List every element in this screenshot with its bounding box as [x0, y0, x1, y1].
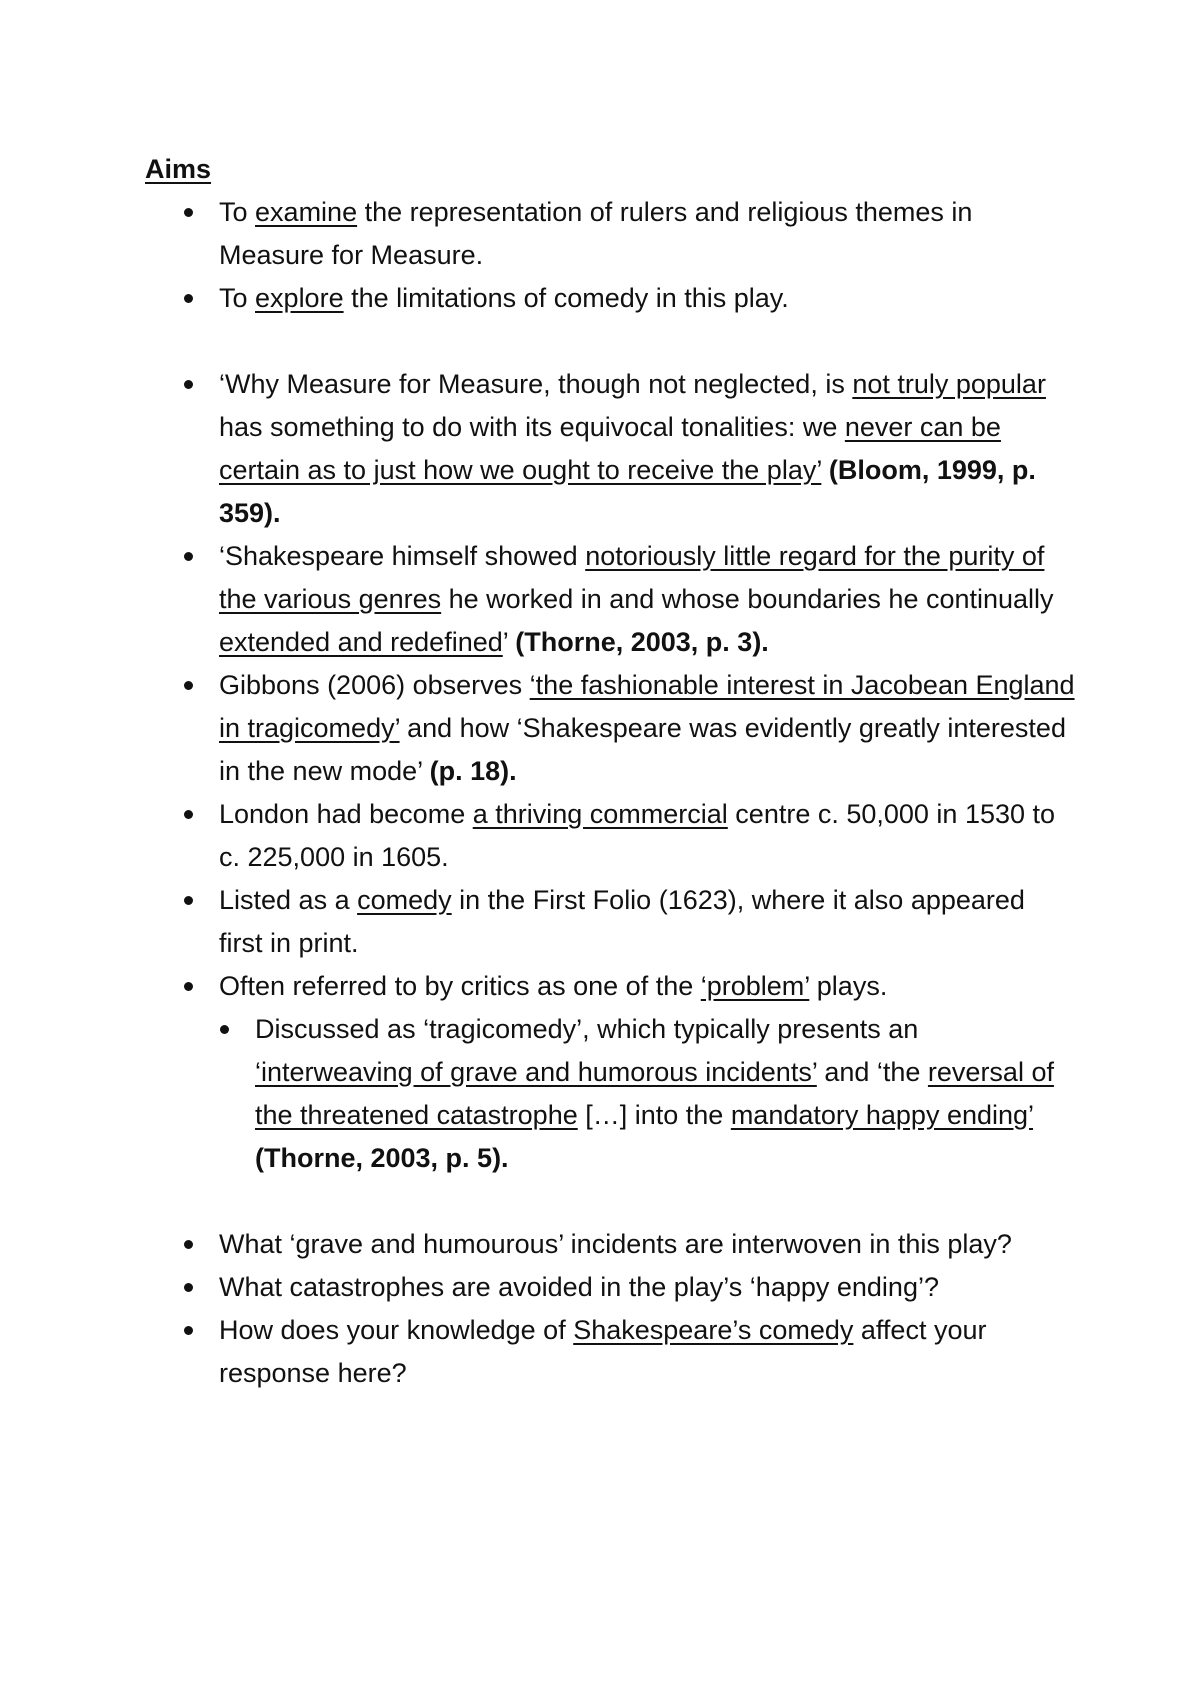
- text-segment: […] into the: [577, 1100, 731, 1130]
- bullet-icon: [184, 1240, 193, 1249]
- underlined-text: a thriving commercial: [472, 799, 728, 829]
- text-segment: in the First Folio (1623), where it also appeared first in print.: [219, 885, 1025, 958]
- text-segment: [821, 455, 829, 485]
- bullet-icon: [184, 1283, 193, 1292]
- bullet-icon: [184, 1326, 193, 1335]
- text-segment: Listed as a: [219, 885, 358, 915]
- text-segment: plays.: [809, 971, 888, 1001]
- citation-text: (Thorne, 2003, p. 3).: [515, 627, 769, 657]
- text-segment: To: [219, 283, 256, 313]
- citation-text: (p. 18).: [429, 756, 517, 786]
- text-segment: ’: [502, 627, 516, 657]
- bullet-icon: [220, 1025, 229, 1034]
- document-body: [145, 148, 1075, 1395]
- bullet-item: [145, 535, 1075, 664]
- underlined-text: reversal of the threatened catastrophe: [255, 1057, 1054, 1130]
- bullet-item: [145, 1266, 1075, 1309]
- underlined-text: never can be certain as to just how we ought to receive the play’: [219, 412, 1001, 485]
- bullet-item: [145, 664, 1075, 793]
- text-segment: London had become: [219, 799, 473, 829]
- underlined-text: ‘interweaving of grave and humorous incidents’: [255, 1057, 817, 1087]
- underlined-text: explore: [255, 283, 344, 313]
- bullet-item: [145, 191, 1075, 277]
- underlined-text: examine: [255, 197, 358, 227]
- bullet-item: [145, 965, 1075, 1008]
- underlined-text: comedy: [357, 885, 452, 915]
- text-segment: centre c. 50,000 in 1530 to c. 225,000 in 1605.: [219, 799, 1056, 872]
- bullet-item: [145, 277, 1075, 320]
- bullet-icon: [184, 810, 193, 819]
- bullet-icon: [184, 896, 193, 905]
- bullet-icon: [184, 294, 193, 303]
- text-segment: affect your response here?: [219, 1315, 987, 1388]
- bullet-item: [145, 793, 1075, 879]
- citation-text: (Bloom, 1999, p. 359).: [219, 455, 1036, 528]
- sub-bullet-item: [145, 1008, 1075, 1180]
- underlined-text: Shakespeare’s comedy: [573, 1315, 854, 1345]
- bullet-icon: [184, 208, 193, 217]
- text-segment: ‘Shakespeare himself showed: [219, 541, 586, 571]
- bullet-icon: [184, 982, 193, 991]
- underlined-text: ‘the fashionable interest in Jacobean England in tragicomedy’: [219, 670, 1075, 743]
- text-segment: has something to do with its equivocal tonalities: we: [219, 412, 845, 442]
- text-segment: Gibbons (2006) observes: [219, 670, 530, 700]
- underlined-text: ‘problem’: [700, 971, 810, 1001]
- underlined-text: notoriously little regard for the purity of the various genres: [219, 541, 1045, 614]
- text-segment: What ‘grave and humourous’ incidents are interwoven in this play?: [219, 1229, 1012, 1259]
- bullet-icon: [184, 380, 193, 389]
- text-segment: and ‘the: [816, 1057, 928, 1087]
- bullet-item: [145, 1309, 1075, 1395]
- text-segment: What catastrophes are avoided in the play’s ‘happy ending’?: [219, 1272, 939, 1302]
- text-segment: he worked in and whose boundaries he continually: [441, 584, 1054, 614]
- bullet-item: [145, 1223, 1075, 1266]
- underlined-text: extended and redefined: [219, 627, 503, 657]
- aims-bullet-list: [145, 191, 1075, 1395]
- text-segment: the limitations of comedy in this play.: [343, 283, 789, 313]
- citation-text: (Thorne, 2003, p. 5).: [255, 1143, 509, 1173]
- text-segment: How does your knowledge of: [219, 1315, 574, 1345]
- underlined-text: not truly popular: [852, 369, 1046, 399]
- bullet-icon: [184, 552, 193, 561]
- text-segment: Discussed as ‘tragicomedy’, which typically presents an: [255, 1014, 919, 1044]
- text-segment: Often referred to by critics as one of the: [219, 971, 701, 1001]
- text-segment: ‘Why Measure for Measure, though not neglected, is: [219, 369, 853, 399]
- text-segment: and how ‘Shakespeare was evidently greatly interested in the new mode’: [219, 713, 1066, 786]
- page-title: Aims: [145, 154, 212, 184]
- bullet-item: [145, 879, 1075, 965]
- underlined-text: mandatory happy ending’: [730, 1100, 1034, 1130]
- bullet-icon: [184, 681, 193, 690]
- bullet-item: [145, 363, 1075, 535]
- text-segment: To: [219, 197, 256, 227]
- text-segment: the representation of rulers and religious themes in Measure for Measure.: [219, 197, 973, 270]
